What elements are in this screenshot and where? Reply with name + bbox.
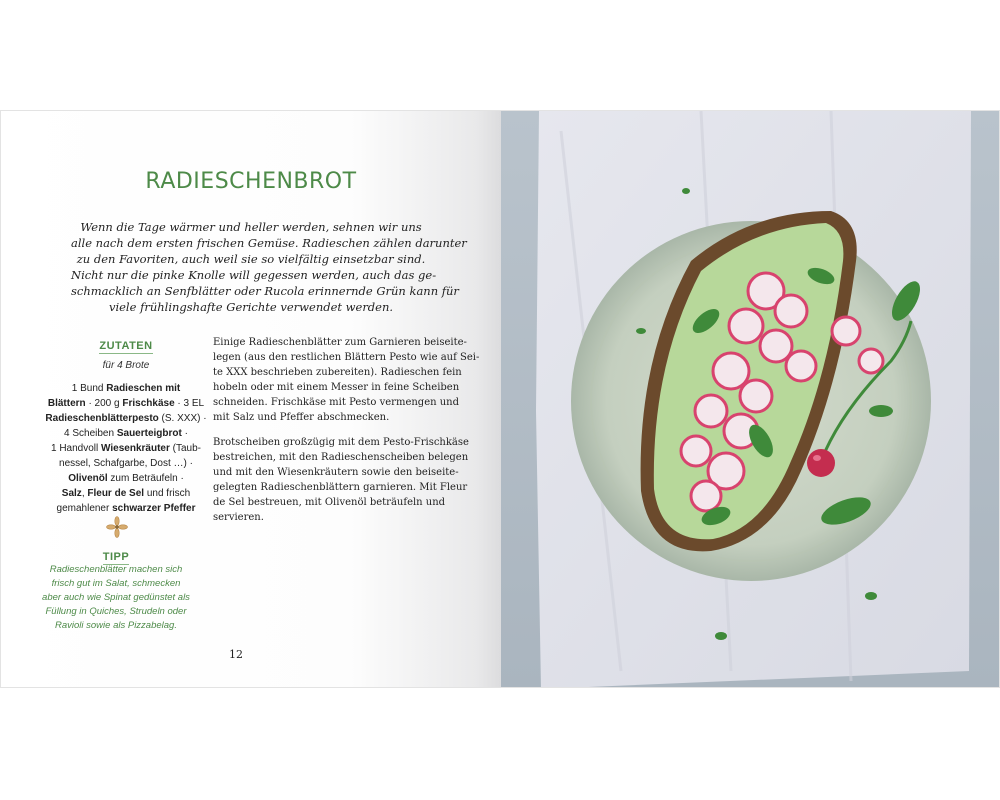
tip-heading: TIPP [102, 551, 130, 563]
ingredient-text: gemahlener [56, 503, 113, 514]
left-page [1, 111, 501, 688]
page-number: 12 [229, 648, 243, 661]
ingredient-text: nessel, Schafgarbe, Dost …) · [59, 458, 193, 469]
ingredient-text: · 3 EL [174, 398, 205, 409]
method-line: de Sel bestreuen, mit Olivenöl beträufeln und [213, 497, 446, 508]
method-line: servieren. [213, 512, 264, 523]
ingredient-text: und frisch [144, 488, 191, 499]
method-line: te XXX beschrieben zubereiten). Radieschen fein [213, 367, 462, 378]
tip-line: frisch gut im Salat, schmecken [51, 578, 181, 589]
recipe-title: RADIESCHENBROT [145, 169, 357, 194]
ingredient-text: , [81, 488, 88, 499]
ingredient-name: Blättern [47, 398, 86, 409]
ingredient-line [41, 456, 211, 471]
intro-line: viele frühlingshafte Gerichte verwendet werden. [108, 300, 394, 314]
method-line: Brotscheiben großzügig mit dem Pesto-Frischkäse [213, 437, 469, 448]
method-line: hobeln oder mit einem Messer in feine Scheiben [213, 382, 460, 393]
ingredient-text: zum Beträufeln · [107, 473, 184, 484]
right-page [501, 111, 1000, 688]
whole-radish [807, 449, 835, 477]
tip-line: Ravioli sowie als Pizzabelag. [55, 620, 177, 631]
ingredient-line [41, 501, 211, 516]
ingredients-section [41, 336, 211, 516]
ingredient-name: schwarzer Pfeffer [112, 503, 196, 514]
ingredient-name: Olivenöl [68, 473, 108, 484]
method-line: schneiden. Frischkäse mit Pesto vermengen und [213, 397, 460, 408]
tip-line: aber auch wie Spinat gedünstet als [42, 592, 190, 603]
ingredient-name: Sauerteigbrot [116, 428, 182, 439]
ingredient-line [41, 486, 211, 501]
ingredient-text: (Taub- [169, 443, 201, 454]
tip-text [41, 563, 191, 633]
ingredient-text: 1 Bund [71, 383, 107, 394]
intro-line: Wenn die Tage wärmer und heller werden, sehnen wir uns [80, 220, 422, 234]
intro-line: schmacklich an Senfblätter oder Rucola erinnernde Grün kann für [71, 284, 459, 298]
intro-line: alle nach dem ersten frischen Gemüse. Radieschen zählen darunter [71, 236, 467, 250]
method-line: und mit den Wiesenkräutern sowie den beiseite- [213, 467, 459, 478]
servings-label: für 4 Brote [102, 360, 150, 371]
intro-line: zu den Favoriten, auch weil sie so vielfältig einsetzbar sind. [76, 252, 426, 266]
recipe-intro [71, 219, 467, 315]
ingredient-name: Radieschenblätterpesto [45, 413, 159, 424]
ingredient-text: 4 Scheiben [64, 428, 117, 439]
method-line: mit Salz und Pfeffer abschmecken. [213, 412, 390, 423]
ingredient-text: 1 Handvoll [51, 443, 102, 454]
book-spread [0, 110, 1000, 688]
method-paragraph [213, 335, 480, 425]
method-line: gelegten Radieschenblättern garnieren. Mit Fleur [213, 482, 468, 493]
method-line: legen (aus den restlichen Blättern Pesto wie auf Sei- [213, 352, 480, 363]
method-paragraph [213, 435, 469, 525]
ingredient-name: Frischkäse [122, 398, 175, 409]
ingredient-name: Wiesenkräuter [101, 443, 170, 454]
ingredient-line [41, 396, 211, 411]
flower-icon [106, 516, 128, 538]
intro-line: Nicht nur die pinke Knolle will gegessen werden, auch das ge- [71, 268, 437, 282]
ingredient-line [41, 441, 211, 456]
ingredient-line [41, 411, 211, 426]
ingredient-name: Salz [61, 488, 82, 499]
ingredient-line [41, 426, 211, 441]
tip-line: Füllung in Quiches, Strudeln oder [45, 606, 187, 617]
ingredient-text: (S. XXX) · [158, 413, 207, 424]
food-photo [501, 111, 1000, 688]
tip-line: Radieschenblätter machen sich [49, 564, 183, 575]
tip-header [41, 545, 191, 565]
ingredient-line [41, 381, 211, 396]
method-line: bestreichen, mit den Radieschenscheiben belegen [213, 452, 469, 463]
ingredient-name: Fleur de Sel [87, 488, 145, 499]
ingredient-text: · [181, 428, 188, 439]
method-line: Einige Radieschenblätter zum Garnieren beiseite- [213, 337, 467, 348]
ingredient-name: Radieschen mit [106, 383, 181, 394]
ingredients-heading: ZUTATEN [99, 340, 153, 352]
ingredients-list [41, 381, 211, 516]
ingredient-text: · 200 g [85, 398, 123, 409]
method-text [213, 335, 480, 535]
ingredient-line [41, 471, 211, 486]
